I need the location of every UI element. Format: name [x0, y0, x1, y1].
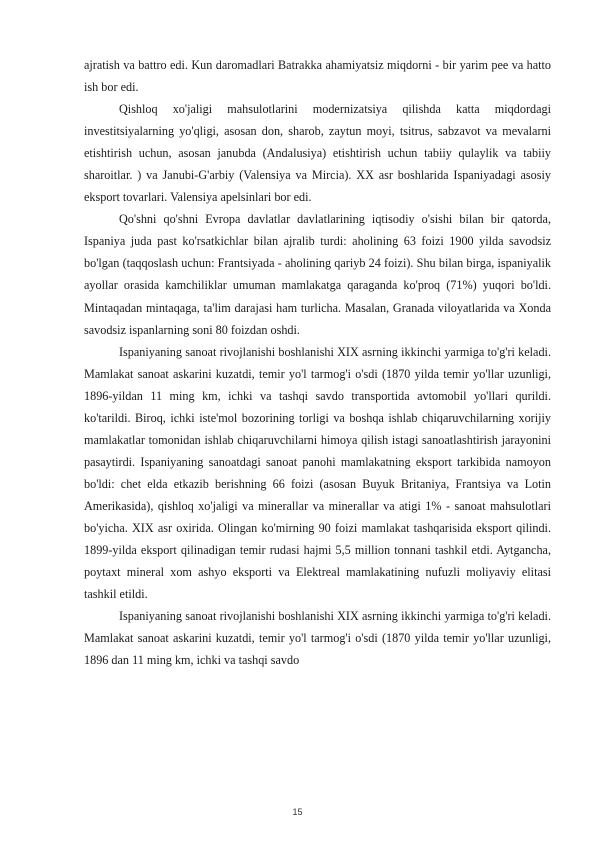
paragraph: Qishloq xo'jaligi mahsulotlarini modernizatsiya qilishda katta miqdordagi investitsiyalarning yo'qligi, asosan don, sharob, zaytun moyi, tsitrus, sabzavot va mevalarni etishtirish uchun, asosan janubda (Andalusiya) etishtirish uchun tabiiy qulaylik va tabiiy sharoitlar. ) va Janubi-G'arbiy (Valensiya va Mircia). XX asr boshlarida Ispaniyadagi asosiy eksport tovarlari. Valensiya apelsinlari bor edi. — [84, 102, 551, 205]
page-number: 15 — [292, 807, 303, 817]
paragraph: ajratish va battro edi. Kun daromadlari Batrakka ahamiyatsiz miqdorni - bir yarim pee va hatto ish bor edi. — [84, 58, 551, 95]
paragraph: Ispaniyaning sanoat rivojlanishi boshlanishi XIX asrning ikkinchi yarmiga to'g'ri keladi. Mamlakat sanoat askarini kuzatdi, temir yo'l tarmog'i o'sdi (1870 yilda temir yo'llar uzunligi, 1896-yildan 11 ming km, ichki va tashqi savdo transportida avtomobil yo'llari qurildi. ko'tarildi. Biroq, ichki iste'mol bozorining torligi va boshqa ishlab chiqaruvchilarning xorijiy mamlakatlar tomonidan ishlab chiqaruvchilarni himoya qilish istagi sanoatlashtirish jarayonini pasaytirdi. Ispaniyaning sanoatdagi sanoat panohi mamlakatning eksport tarkibida namoyon bo'ldi: chet elda etkazib berishning 66 foizi (asosan Buyuk Britaniya, Frantsiya va Lotin Amerikasida), qishloq xo'jaligi va minerallar va minerallar va atigi 1% - sanoat mahsulotlari bo'yicha. XIX asr oxirida. Olingan ko'mirning 90 foizi mamlakat tashqarisida eksport qilindi. 1899-yilda eksport qilinadigan temir rudasi hajmi 5,5 million tonnani tashkil etdi. Aytgancha, poytaxt mineral xom ashyo eksporti va Elektreal mamlakatining nufuzli moliyaviy elitasi tashkil etildi. — [84, 344, 551, 602]
paragraph: Qo'shni qo'shni Evropa davlatlar davlatlarining iqtisodiy o'sishi bilan bir qatorda, Ispaniya juda past ko'rsatkichlar bilan ajralib turdi: aholining 63 foizi 1900 yilda savodsiz bo'lgan (taqqoslash uchun: Frantsiyada - aholining qariyb 24 foizi). Shu bilan birga, ispaniyalik ayollar orasida kamchiliklar umuman mamlakatga qaraganda ko'proq (71%) yuqori bo'ldi. Mintaqadan mintaqaga, ta'lim darajasi ham turlicha. Masalan, Granada viloyatlarida va Xonda savodsiz ispanlarning soni 80 foizdan oshdi. — [84, 212, 551, 337]
document-body — [84, 54, 551, 671]
paragraph: Ispaniyaning sanoat rivojlanishi boshlanishi XIX asrning ikkinchi yarmiga to'g'ri keladi. Mamlakat sanoat askarini kuzatdi, temir yo'l tarmog'i o'sdi (1870 yilda temir yo'llar uzunligi, 1896 dan 11 ming km, ichki va tashqi savdo — [84, 609, 551, 668]
